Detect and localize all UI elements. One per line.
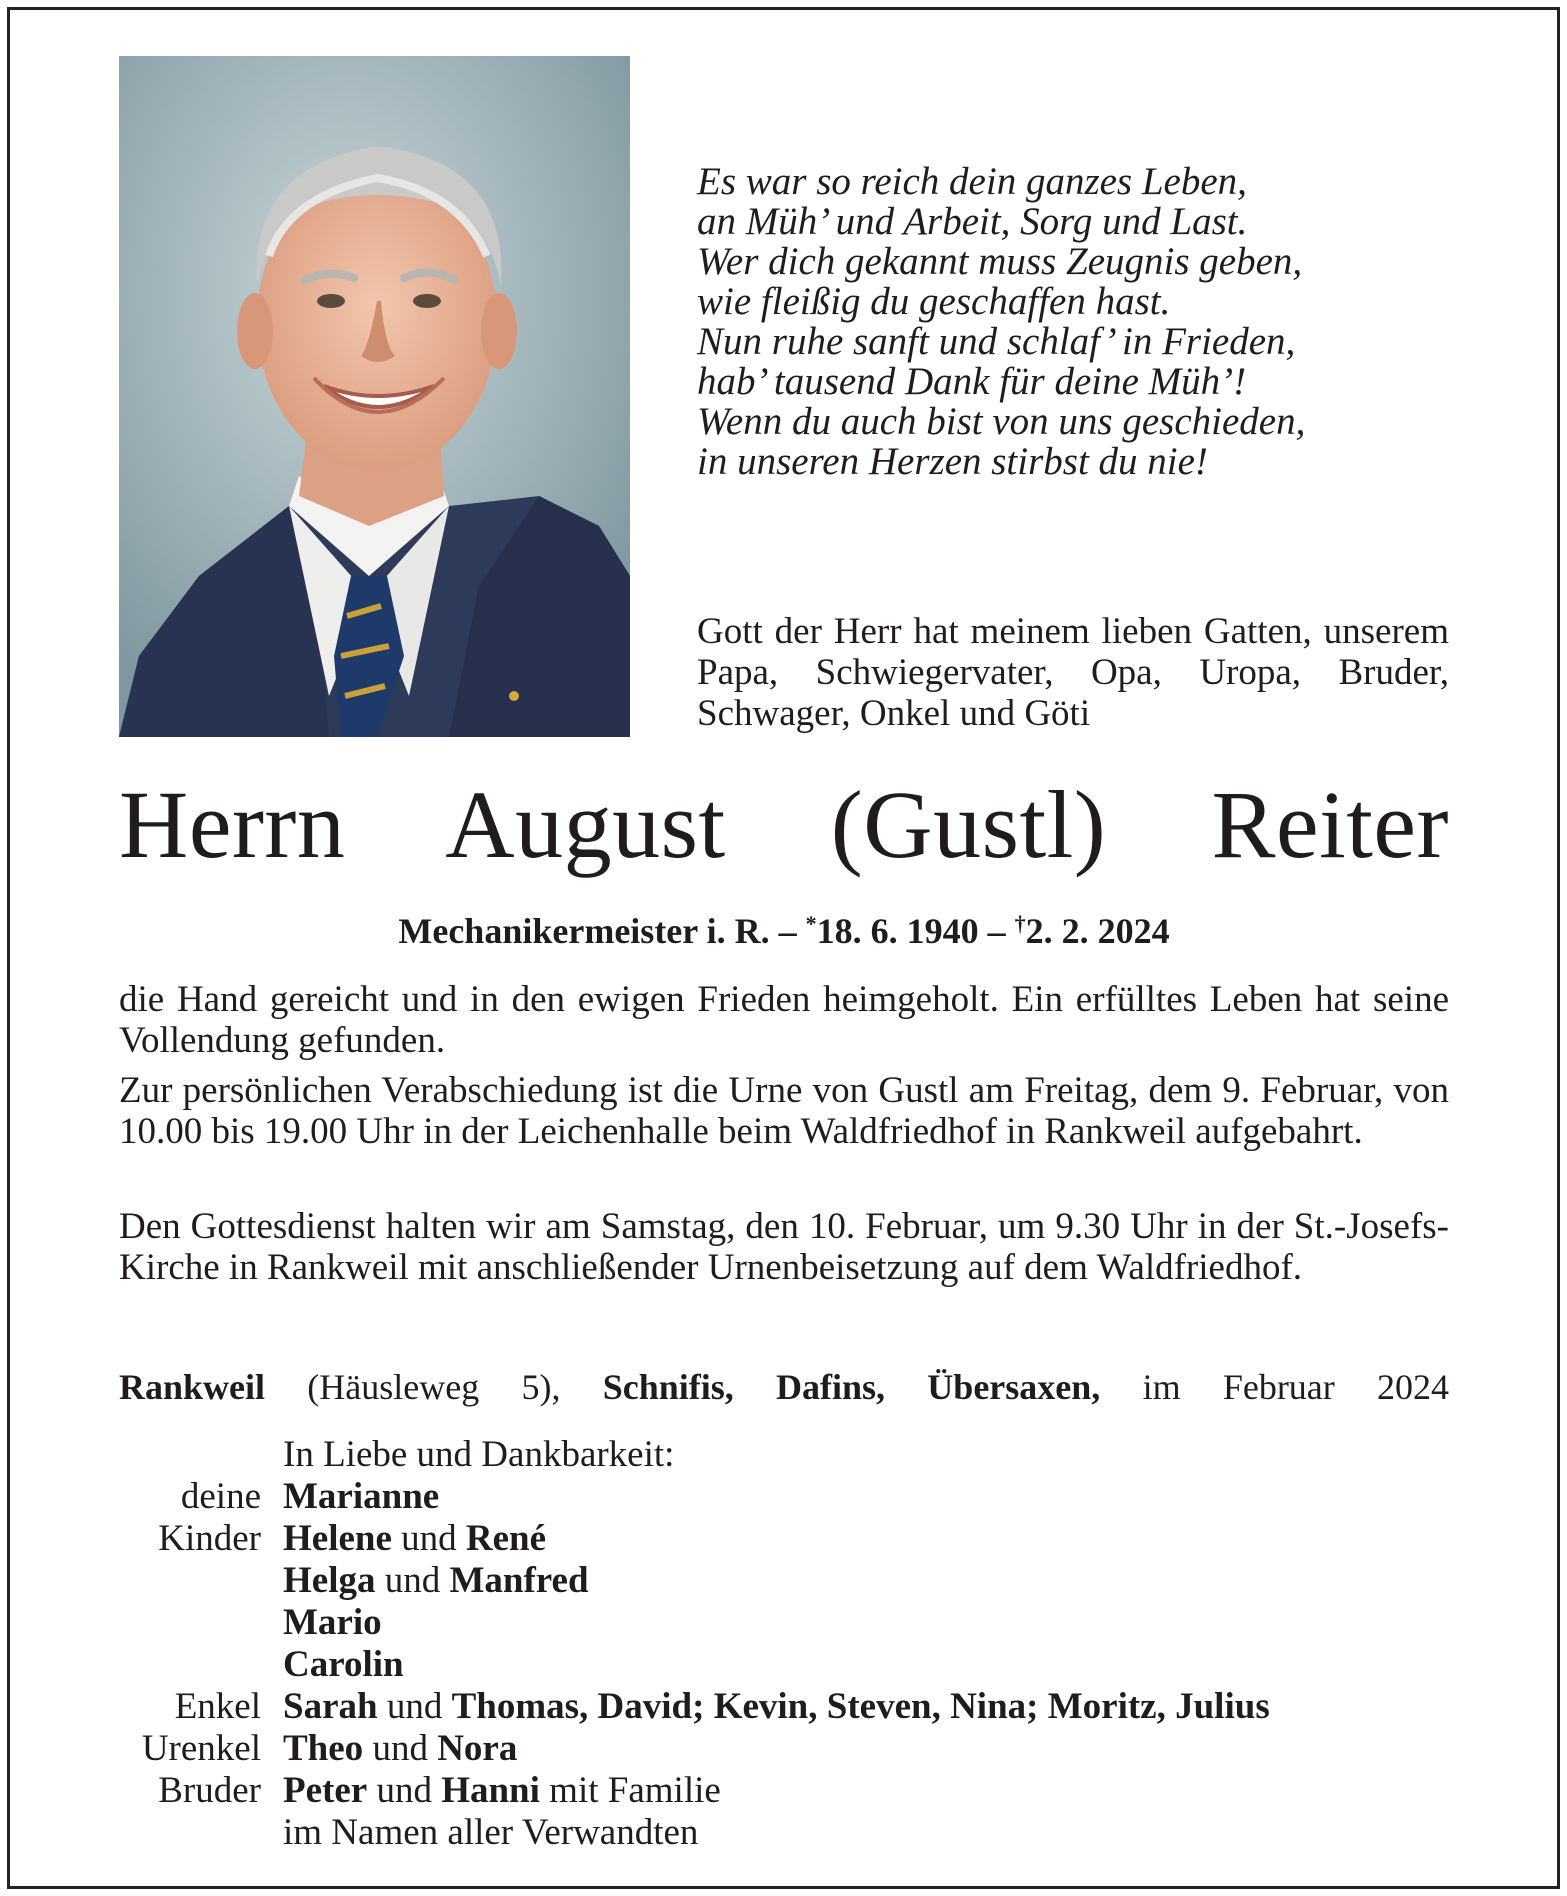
profession: Mechanikermeister i. R. [398,911,770,951]
birth-symbol: * [805,911,817,936]
poem-line: Es war so reich dein ganzes Leben, [697,160,1247,203]
family-row [119,1560,1479,1602]
family-relation-label: Bruder [158,1770,261,1811]
family-relation-label: Enkel [174,1686,261,1727]
family-connector: und [375,1560,450,1601]
family-names [283,1812,698,1854]
family-names [283,1518,546,1560]
family-member-name: René [465,1518,547,1559]
death-date: 2. 2. 2024 [1025,911,1170,951]
portrait-illustration [119,56,630,737]
place-villages: Schnifis, Dafins, Übersaxen, [602,1367,1101,1407]
paragraph-1: die Hand gereicht und in den ewigen Frieden heimgeholt. Ein erfülltes Leben hat seine Vollendung gefunden. [119,979,1449,1061]
family-rows [119,1476,1479,1854]
family-row [119,1602,1479,1644]
poem-line: wie fleißig du geschaffen hast. [697,280,1171,323]
family-member-name: Hanni [441,1770,540,1811]
family-member-name: Sarah [283,1686,378,1727]
subtitle-line [119,902,1449,953]
place-town: Rankweil [119,1367,266,1407]
family-heading: In Liebe und Dankbarkeit: [283,1434,675,1475]
family-relation-label [119,1602,283,1644]
family-relation-label: Kinder [158,1518,261,1559]
family-member-name: Peter [283,1770,368,1811]
poem-line: in unseren Herzen stirbst du nie! [697,440,1208,483]
family-list [119,1434,1479,1854]
family-names [283,1602,382,1644]
place-date-line [119,1365,1449,1409]
family-member-name: Helga [283,1560,376,1601]
family-relation-label: deine [180,1476,261,1517]
family-member-name: Helene [283,1518,392,1559]
poem-line: Wenn du auch bist von uns geschieden, [697,400,1306,443]
family-connector: mit Familie [539,1770,721,1811]
dash: – [987,911,1006,951]
family-connector: im Namen aller Verwandten [283,1812,699,1853]
family-relation-label [119,1812,283,1854]
family-names [283,1476,439,1518]
family-connector: und [377,1686,452,1727]
intro-text: Gott der Herr hat meinem lieben Gatten, unserem Papa, Schwiegervater, Opa, Uropa, Bruder, Schwager, Onkel und Göti [697,611,1449,734]
family-member-name: Manfred [449,1560,589,1601]
family-row [119,1686,1479,1728]
poem-line: Nun ruhe sanft und schlaf’ in Frieden, [697,320,1296,363]
family-heading-row [119,1434,1479,1476]
family-member-name: Thomas, David; Kevin, Steven, Nina; Moritz, Julius [451,1686,1270,1727]
family-names [283,1560,589,1602]
family-connector: und [367,1770,442,1811]
birth-date: 18. 6. 1940 [816,911,979,951]
family-member-name: Mario [283,1602,382,1643]
poem-line: an Müh’ und Arbeit, Sorg und Last. [697,200,1248,243]
family-relation-label: Urenkel [141,1728,261,1769]
death-symbol: † [1014,911,1026,936]
family-relation-label [119,1560,283,1602]
portrait-photo [119,56,630,737]
family-member-name: Nora [437,1728,518,1769]
memorial-poem [697,162,1305,482]
paragraph-3: Den Gottesdienst halten wir am Samstag, den 10. Februar, um 9.30 Uhr in der St.-Josefs-Kirche in Rankweil mit anschließender Urnenbeisetzung auf dem Waldfriedhof. [119,1206,1449,1288]
deceased-name: Herrn August (Gustl) Reiter [119,771,1449,878]
family-row [119,1518,1479,1560]
family-row [119,1770,1479,1812]
family-row [119,1476,1479,1518]
place-address: (Häusleweg 5), [307,1367,561,1407]
place-date: im Februar 2024 [1142,1367,1450,1407]
family-names [283,1770,721,1812]
family-names [283,1728,517,1770]
family-member-name: Marianne [283,1476,440,1517]
family-names [283,1686,1270,1728]
paragraph-2: Zur persönlichen Verabschiedung ist die Urne von Gustl am Freitag, dem 9. Februar, von 10.00 bis 19.00 Uhr in der Leichenhalle beim Waldfriedhof in Rankweil aufgebahrt. [119,1070,1449,1152]
family-member-name: Carolin [283,1644,404,1685]
family-relation-label [119,1644,283,1686]
family-row [119,1644,1479,1686]
poem-line: Wer dich gekannt muss Zeugnis geben, [697,240,1303,283]
family-row [119,1812,1479,1854]
family-names [283,1644,404,1686]
family-member-name: Theo [283,1728,364,1769]
poem-line: hab’ tausend Dank für deine Müh’! [697,360,1247,403]
family-connector: und [391,1518,466,1559]
family-connector: und [363,1728,438,1769]
dash: – [778,911,797,951]
family-row [119,1728,1479,1770]
